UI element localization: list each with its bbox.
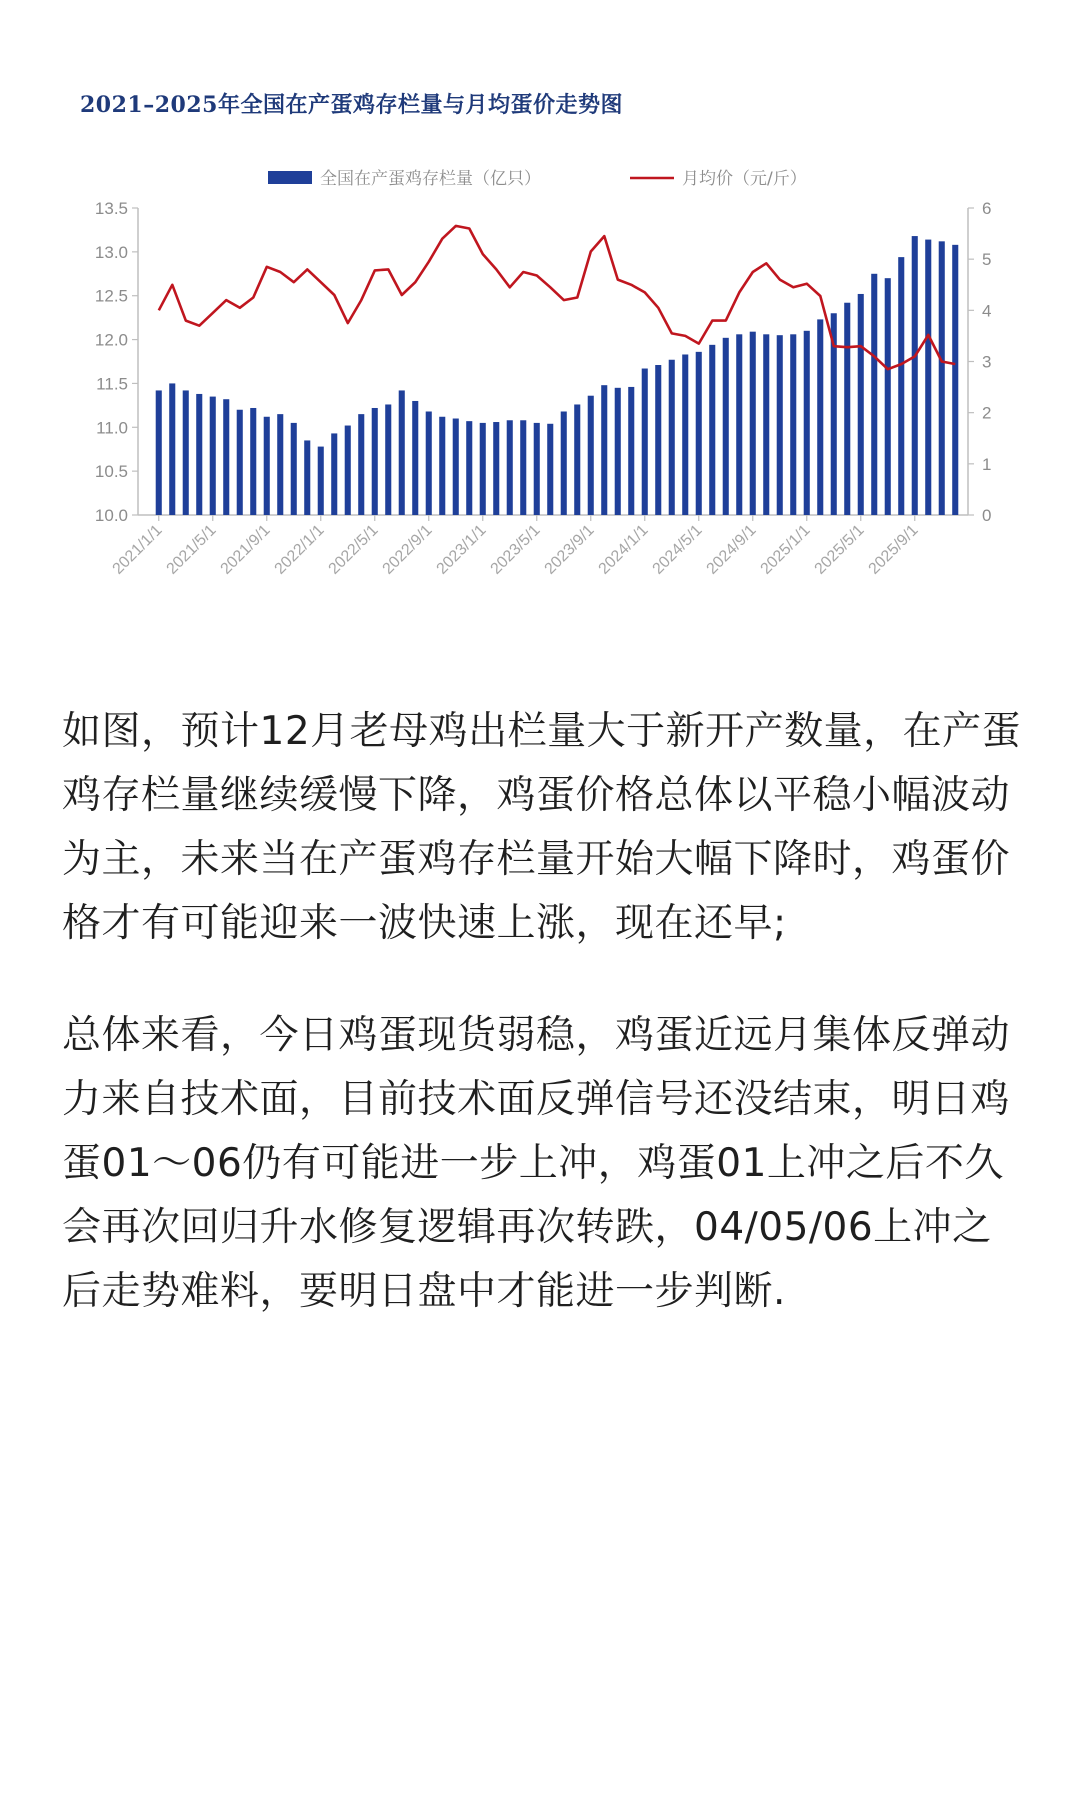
right-tick-label: 5: [982, 250, 992, 270]
x-tick-label: 2025/9/1: [865, 521, 922, 578]
bar-stock-59: [939, 241, 945, 515]
bar-stock-6: [223, 399, 229, 515]
bar-stock-24: [466, 421, 472, 515]
chart-svg: [60, 60, 1020, 620]
chart-figure: [60, 60, 1020, 620]
bar-stock-5: [210, 397, 216, 515]
bar-stock-42: [709, 345, 715, 515]
bar-stock-10: [277, 414, 283, 515]
bar-stock-12: [304, 440, 310, 515]
left-tick-label: 10.0: [94, 506, 128, 525]
x-tick-label: 2021/5/1: [163, 521, 220, 578]
x-tick-label: 2024/5/1: [649, 521, 706, 578]
bar-stock-57: [912, 236, 918, 515]
x-tick-label: 2022/5/1: [325, 521, 382, 578]
bar-stock-7: [237, 410, 243, 515]
bar-stock-1: [156, 390, 162, 515]
bar-stock-44: [736, 334, 742, 515]
bar-stock-18: [385, 404, 391, 515]
left-tick-label: 12.5: [94, 286, 128, 306]
legend-bar-swatch: [268, 171, 312, 184]
article-body: [62, 700, 1022, 1372]
bar-stock-50: [817, 319, 823, 515]
bar-stock-54: [871, 274, 877, 515]
bar-stock-38: [655, 365, 661, 515]
right-tick-label: 6: [982, 199, 992, 218]
bar-stock-49: [804, 331, 810, 515]
left-tick-label: 13.0: [94, 242, 128, 262]
bar-stock-11: [291, 423, 297, 515]
bar-stock-8: [250, 408, 256, 515]
bar-stock-45: [750, 332, 756, 515]
x-tick-label: 2023/5/1: [487, 521, 544, 578]
bar-stock-48: [790, 334, 796, 515]
bar-stock-53: [858, 294, 864, 515]
bar-stock-4: [196, 394, 202, 515]
right-tick-label: 1: [982, 454, 992, 474]
right-tick-label: 3: [982, 352, 992, 372]
bar-stock-17: [372, 408, 378, 515]
bar-stock-2: [169, 383, 175, 515]
article-paragraph-1: 如图，预计12月老母鸡出栏量大于新开产数量，在产蛋鸡存栏量继续缓慢下降，鸡蛋价格总体以平稳小幅波动为主，未来当在产蛋鸡存栏量开始大幅下降时，鸡蛋价格才有可能迎来一波快速上涨，现在还早;: [62, 709, 1022, 946]
bar-stock-46: [763, 334, 769, 515]
bar-stock-36: [628, 387, 634, 515]
bar-stock-34: [601, 385, 607, 515]
bar-stock-56: [898, 257, 904, 515]
x-tick-label: 2023/9/1: [541, 521, 598, 578]
bar-stock-32: [574, 404, 580, 515]
legend-line-label: 月均价（元/斤）: [682, 169, 807, 189]
legend-bar-label: 全国在产蛋鸡存栏量（亿只）: [320, 169, 541, 189]
bar-stock-9: [264, 417, 270, 515]
x-tick-label: 2021/1/1: [109, 521, 166, 578]
x-tick-label: 2021/9/1: [217, 521, 274, 578]
left-tick-label: 12.0: [94, 330, 128, 350]
bar-stock-47: [777, 335, 783, 515]
left-tick-label: 11.0: [96, 418, 128, 438]
bar-stock-33: [588, 396, 594, 515]
bar-stock-43: [723, 338, 729, 515]
bar-stock-39: [669, 360, 675, 515]
left-tick-label: 10.5: [94, 462, 128, 482]
bar-stock-13: [318, 447, 324, 515]
x-tick-label: 2024/1/1: [595, 521, 652, 578]
bar-stock-22: [439, 417, 445, 515]
x-tick-label: 2025/5/1: [811, 521, 868, 578]
bar-stock-3: [183, 390, 189, 515]
right-tick-label: 2: [982, 403, 992, 423]
bar-stock-26: [493, 422, 499, 515]
left-tick-label: 13.5: [94, 199, 128, 218]
x-tick-label: 2023/1/1: [433, 521, 490, 578]
bar-stock-31: [561, 411, 567, 515]
left-tick-label: 11.5: [96, 374, 128, 394]
bar-stock-28: [520, 420, 526, 515]
bar-stock-41: [696, 352, 702, 515]
bar-stock-19: [399, 390, 405, 515]
bar-stock-30: [547, 424, 553, 515]
bar-stock-20: [412, 401, 418, 515]
right-tick-label: 0: [982, 506, 992, 525]
bar-stock-27: [507, 420, 513, 515]
bar-stock-58: [925, 240, 931, 515]
bar-stock-29: [534, 423, 540, 515]
bar-stock-55: [885, 278, 891, 515]
x-tick-label: 2022/1/1: [271, 521, 328, 578]
article-paragraph-2: 总体来看，今日鸡蛋现货弱稳，鸡蛋近远月集体反弹动力来自技术面，目前技术面反弹信号还没结束，明日鸡蛋01～06仍有可能进一步上冲，鸡蛋01上冲之后不久会再次回归升水修复逻辑再次转跌，04/05/06上冲之后走势难料，要明日盘中才能进一步判断.: [62, 1013, 1011, 1314]
x-tick-label: 2022/9/1: [379, 521, 436, 578]
x-tick-label: 2024/9/1: [703, 521, 760, 578]
bar-stock-14: [331, 433, 337, 515]
bar-stock-21: [426, 411, 432, 515]
bar-stock-25: [480, 423, 486, 515]
bar-stock-37: [642, 369, 648, 515]
right-tick-label: 4: [982, 301, 992, 321]
bar-stock-15: [345, 426, 351, 515]
bar-stock-60: [952, 245, 958, 515]
bar-stock-16: [358, 414, 364, 515]
bar-stock-23: [453, 419, 459, 515]
bar-stock-52: [844, 303, 850, 515]
chart-title: 2021–2025年全国在产蛋鸡存栏量与月均蛋价走势图: [80, 92, 623, 118]
bar-stock-35: [615, 388, 621, 515]
bar-stock-40: [682, 354, 688, 515]
x-tick-label: 2025/1/1: [757, 521, 814, 578]
